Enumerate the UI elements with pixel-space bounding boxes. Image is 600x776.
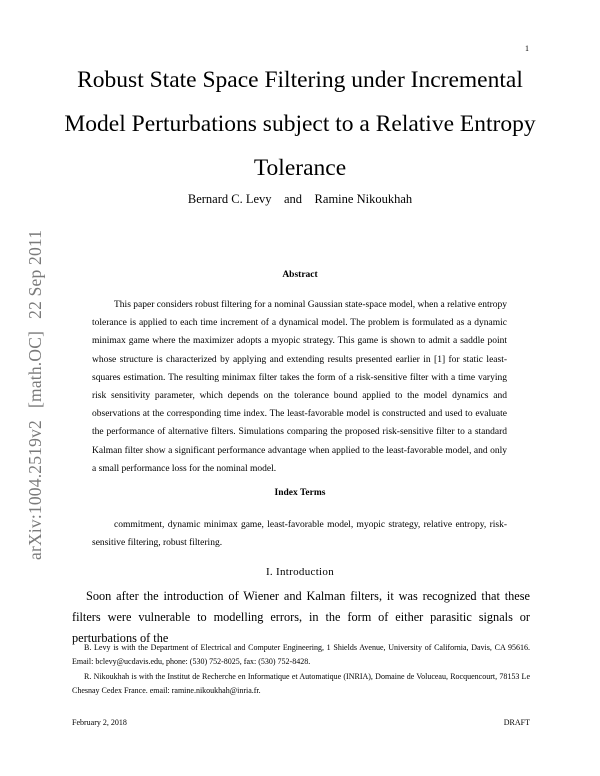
index-terms-text: commitment, dynamic minimax game, least-favorable model, myopic strategy, relative entropy, risk-sensitive filtering, robust filtering. [92,520,507,549]
abstract-heading: Abstract [282,270,318,280]
abstract-text: This paper considers robust filtering for a nominal Gaussian state-space model, when a relative entropy tolerance is applied to each time increment of a dynamical model. The problem is formulated as a dynamic minimax game where the maximizer adopts a myopic strategy. This game is shown to admit a saddle point whose structure is characterized by applying and extending results presented earlier in [1] for static least-squares estimation. The resulting minimax filter takes the form of a risk-sensitive filter with a time varying risk sensitivity parameter, which depends on the tolerance bound applied to the model dynamics and observations at the corresponding time index. The least-favorable model is constructed and used to evaluate the performance of alternative filters. Simulations comparing the proposed risk-sensitive filter to a standard Kalman filter show a significant performance advantage when applied to the least-favorable model, and only a small performance loss for the nominal model. [92,300,507,474]
footer-date: February 2, 2018 [72,718,127,727]
authors: Bernard C. Levy and Ramine Nikoukhah [187,192,413,206]
footer-draft-label: DRAFT [503,718,530,727]
introduction-text: Soon after the introduction of Wiener and Kalman filters, it was recognized that these filters were vulnerable to modelling errors, in the form of either parasitic signals or perturbations of the [72,589,530,645]
arxiv-id: arXiv:1004.2519v2 [25,420,45,560]
index-terms-heading: Index Terms [274,488,326,498]
footnote-nikoukhah: R. Nikoukhah is with the Institut de Recherche en Informatique et Automatique (INRIA), Domaine de Voluceau, Rocquencourt, 78153 Le Chesnay Cedex France. email: ramine.nikoukhah@inria.fr. [72,672,530,695]
footnote-levy: B. Levy is with the Department of Electrical and Computer Engineering, 1 Shields Avenue, University of California, Davis, CA 95616. Email: bclevy@ucdavis.edu, phone: (530) 752-8025, fax: (530) 752-8428. [72,643,530,666]
introduction-heading: I. Introduction [265,566,335,578]
arxiv-category: [math.OC] [25,330,45,409]
paper-title: Robust State Space Filtering under Incremental Model Perturbations subject to a Relative Entropy Tolerance [64,67,536,181]
arxiv-date: 22 Sep 2011 [25,229,45,319]
page-number: 1 [525,44,529,53]
